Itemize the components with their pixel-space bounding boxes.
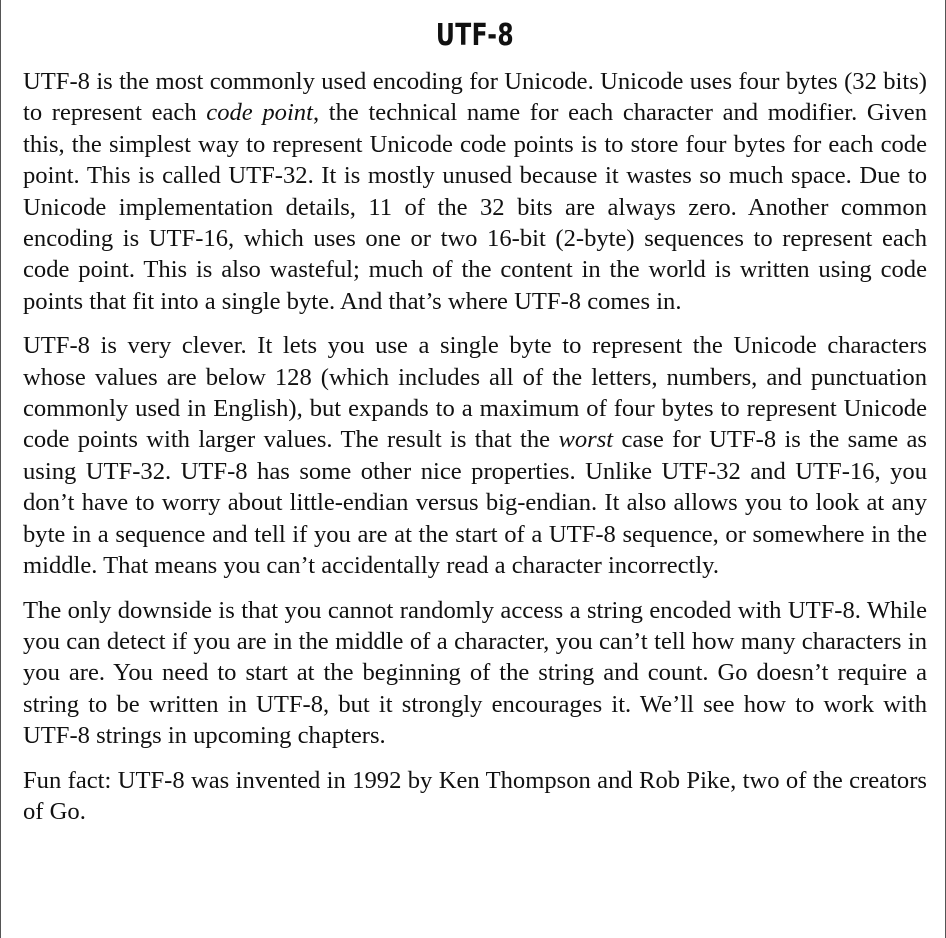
paragraph-utf8-intro [23, 66, 927, 317]
paragraph-text: case for UTF-8 is the same as using UTF-32. UTF-8 has some other nice properties. Unlike UTF-32 and UTF-16, you don’t have to worry about little-endian versus big-endian. It also allows you to look at any byte in a sequence and tell if you are at the start of a UTF-8 sequence, or somewhere in the middle. That means you can’t accidentally read a character incorrectly. [23, 426, 927, 580]
utf8-sidebar [23, 16, 927, 840]
paragraph-fun-fact: Fun fact: UTF-8 was invented in 1992 by Ken Thompson and Rob Pike, two of the creators of Go. [23, 766, 927, 825]
emphasis-worst: worst [558, 426, 614, 454]
paragraph-text: UTF-8 is the most commonly used encoding for Unicode. Unicode uses four bytes (32 bits) to represent each [23, 68, 927, 127]
emphasis-code-point: code point [206, 99, 313, 127]
paragraph-utf8-downside: The only downside is that you cannot randomly access a string encoded with UTF-8. While you can detect if you are in the middle of a character, you can’t tell how many characters in you are. You need to start at the beginning of the string and count. Go doesn’t require a string to be written in UTF-8, but it strongly encourages it. We’ll see how to work with UTF-8 strings in upcoming chapters. [23, 596, 927, 750]
paragraph-text: , the technical name for each character and modifier. Given this, the simplest way to represent Unicode code points is to store four bytes for each code point. This is called UTF-32. It is mostly unused because it wastes so much space. Due to Unicode implementation details, 11 of the 32 bits are always zero. Another common encoding is UTF-16, which uses one or two 16-bit (2-byte) sequences to represent each code point. This is also wasteful; much of the content in the world is written using code points that fit into a single byte. And that’s where UTF-8 comes in. [23, 99, 927, 315]
sidebar-title: UTF-8 [435, 18, 515, 53]
paragraph-utf8-clever [23, 330, 927, 581]
paragraph-text: UTF-8 is very clever. It lets you use a single byte to represent the Unicode characters whose values are below 128 (which includes all of the letters, numbers, and punctuation commonly used in English), but expands to a maximum of four bytes to represent Unicode code points with larger values. The result is that the [23, 332, 927, 454]
